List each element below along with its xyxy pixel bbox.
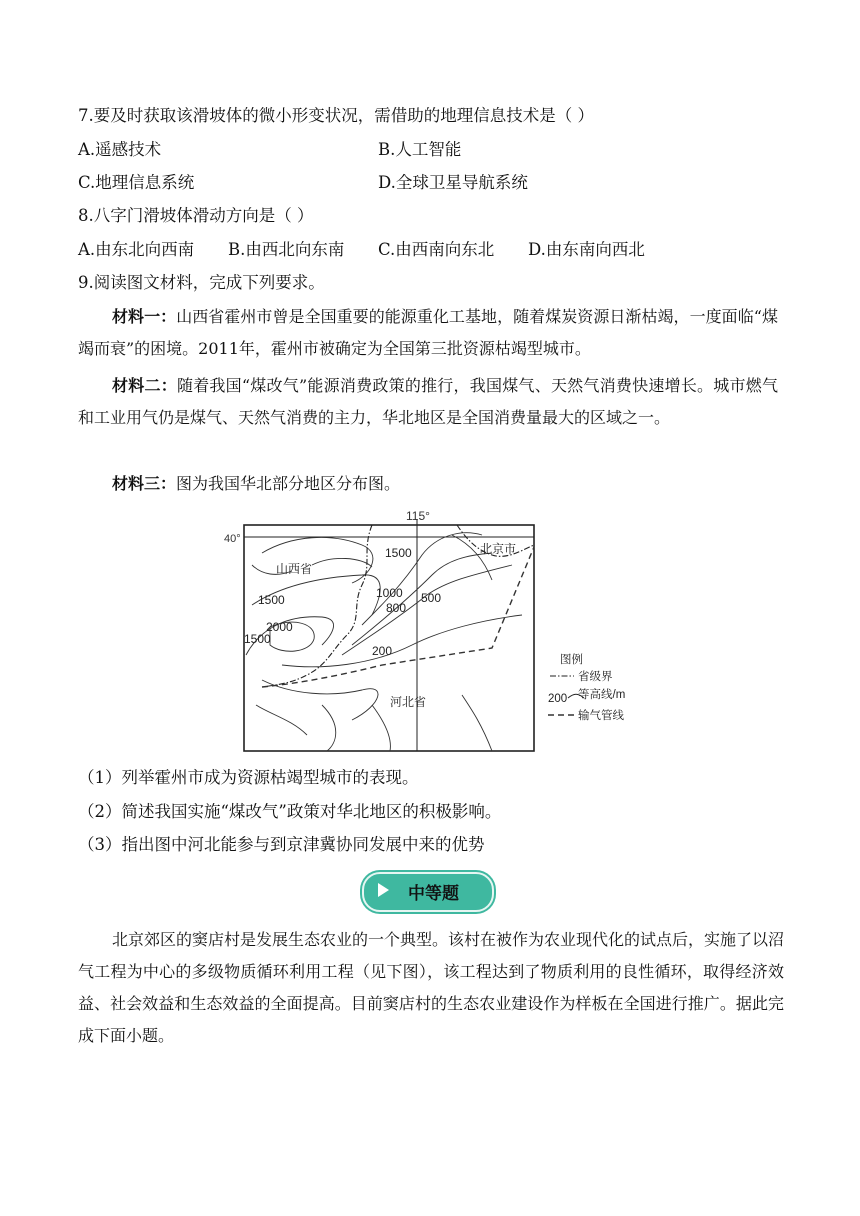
material-2-text: 随着我国“煤改气”能源消费政策的推行，我国煤气、天然气消费快速增长。城市燃气和工业用气仍是煤气、天然气消费的主力，华北地区是全国消费量最大的区域之一。 <box>78 376 778 427</box>
passage-paragraph: 北京郊区的窦店村是发展生态农业的一个典型。该村在被作为农业现代化的试点后，实施了以沼气工程为中心的多级物质循环利用工程（见下图），该工程达到了物质利用的良性循环，取得经济效益、社会效益和生态效益的全面提高。目前窦店村的生态农业建设作为样板在全国进行推广。据此完成下面小题。 <box>78 930 785 1045</box>
contour-line <box>362 533 482 625</box>
material-1 <box>78 301 778 365</box>
lon-label: 115° <box>406 509 430 523</box>
lat-label: 40° <box>224 533 241 545</box>
contour-line <box>322 705 336 751</box>
material-2-label: 材料二： <box>112 376 177 395</box>
contour-line <box>312 558 372 567</box>
q7-option-a: A.遥感技术 <box>78 140 162 159</box>
map-legend <box>548 652 625 722</box>
sub-question-2: （2）简述我国实施“煤改气”政策对华北地区的积极影响。 <box>78 802 502 821</box>
material-1-label: 材料一： <box>112 307 177 326</box>
material-2 <box>78 370 778 434</box>
question-9-stem: 9.阅读图文材料，完成下列要求。 <box>78 273 325 292</box>
material-3-label: 材料三： <box>112 474 177 493</box>
q8-option-d: D.由东南向西北 <box>528 240 645 259</box>
north-china-map <box>222 505 642 757</box>
shanxi-label: 山西省 <box>276 562 313 576</box>
material-3-text: 图为我国华北部分地区分布图。 <box>176 474 401 493</box>
badge-label: 中等题 <box>408 884 459 904</box>
sub-question-1: （1）列举霍州市成为资源枯竭型城市的表现。 <box>78 768 419 787</box>
contour-line <box>372 705 390 751</box>
contour-line <box>462 695 492 751</box>
q8-option-a: A.由东北向西南 <box>78 240 195 259</box>
contour-line <box>262 537 373 583</box>
beijing-label: 北京市 <box>480 542 517 556</box>
question-7-stem: 7.要及时获取该滑坡体的微小形变状况，需借助的地理信息技术是（ ） <box>78 106 594 125</box>
hebei-label: 河北省 <box>390 695 427 709</box>
contour-label: 200 <box>372 644 393 658</box>
contour-label: 1500 <box>385 546 412 560</box>
play-icon <box>378 883 389 897</box>
q7-option-c: C.地理信息系统 <box>78 173 195 192</box>
question-8-stem: 8.八字门滑坡体滑动方向是（ ） <box>78 206 314 225</box>
legend-title: 图例 <box>560 654 583 666</box>
legend-province-label: 省级界 <box>578 671 613 683</box>
contour-line <box>282 615 522 667</box>
contour-line <box>262 680 378 720</box>
contour-label: 800 <box>386 601 407 615</box>
contour-line <box>342 565 512 655</box>
contour-label: 1000 <box>376 586 403 600</box>
legend-contour-number: 200 <box>548 693 568 705</box>
material-1-text: 山西省霍州市曾是全国重要的能源重化工基地，随着煤炭资源日渐枯竭，一度面临“煤竭而衰”的困境。2011年，霍州市被确定为全国第三批资源枯竭型城市。 <box>78 307 778 358</box>
q8-option-b: B.由西北向东南 <box>228 240 345 259</box>
contour-label: 1500 <box>258 593 285 607</box>
contour-label: 500 <box>421 591 442 605</box>
difficulty-badge <box>360 869 494 911</box>
contour-label: 2000 <box>266 620 293 634</box>
q7-option-b: B.人工智能 <box>378 140 462 159</box>
material-3 <box>78 468 778 500</box>
legend-contour-label: 等高线/m <box>578 689 626 701</box>
q8-option-c: C.由西南向东北 <box>378 240 495 259</box>
legend-pipeline-label: 输气管线 <box>578 710 624 722</box>
q7-option-d: D.全球卫星导航系统 <box>378 173 528 192</box>
contour-line <box>256 705 307 735</box>
contour-label: 1500 <box>244 632 271 646</box>
sub-question-3: （3）指出图中河北能参与到京津冀协同发展中来的优势 <box>78 835 485 854</box>
